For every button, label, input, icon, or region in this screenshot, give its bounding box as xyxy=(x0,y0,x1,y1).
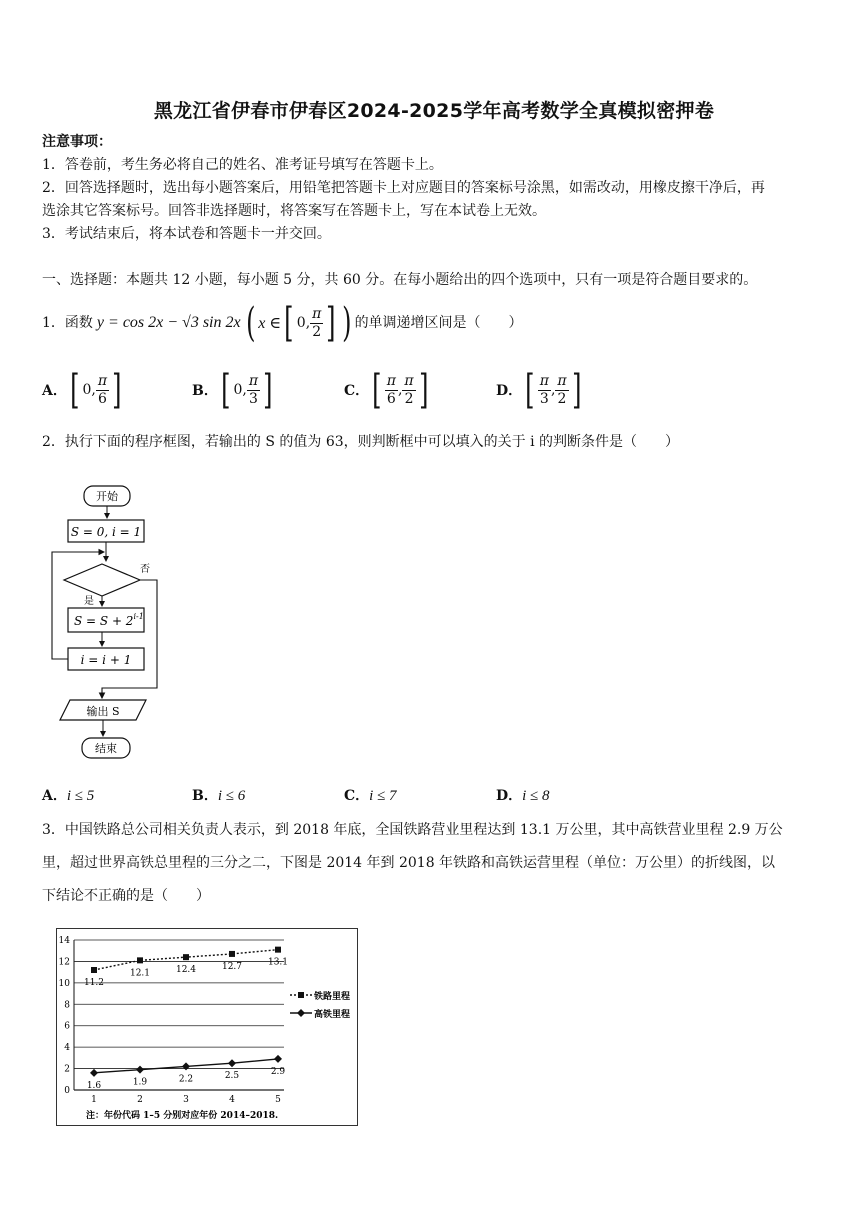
notice-item-3: 3．考试结束后，将本试卷和答题卡一并交回。 xyxy=(42,226,331,242)
data-label: 2.5 xyxy=(224,1071,240,1082)
legend-railway: 铁路里程 xyxy=(314,992,351,1002)
x-tick-label: 2 xyxy=(137,1095,143,1105)
flow-update-i-label: i = i + 1 xyxy=(80,653,132,667)
line-chart xyxy=(56,928,358,1126)
q1-option-d: D． [ $\frac{\pi}{3}$ , $\frac{\pi}{2}$ ] xyxy=(496,367,582,413)
page-title: 黑龙江省伊春市伊春区2024-2025学年高考数学全真模拟密押卷 xyxy=(153,100,715,122)
flow-start-label: 开始 xyxy=(96,490,118,503)
y-tick-label: 0 xyxy=(64,1086,70,1096)
y-tick-label: 4 xyxy=(64,1043,70,1054)
q1-formula: y = cos 2x − √3 sin 2x xyxy=(96,314,241,331)
q2-option-a: A．i ≤ 5 xyxy=(42,788,95,804)
x-tick-label: 5 xyxy=(275,1095,281,1105)
section-heading: 一、选择题：本题共 12 小题，每小题 5 分，共 60 分。在每小题给出的四个选项中，只有一项是符合题目要求的。 xyxy=(42,272,758,288)
q1-paren-right: ) xyxy=(342,300,352,346)
q1-interval-left: 0, xyxy=(296,315,311,331)
q1-interval-fraction: $\frac{\pi}{2}$ xyxy=(312,305,322,340)
flowchart xyxy=(40,478,180,768)
q1-option-b: B． [ 0, $\frac{\pi}{3}$ ] xyxy=(192,367,273,413)
flow-init-label: S = 0, i = 1 xyxy=(70,525,142,539)
notice-heading: 注意事项： xyxy=(42,134,112,150)
data-label: 13.1 xyxy=(267,957,289,968)
notice-item-2-cont: 选涂其它答案标号。回答非选择题时，将答案写在答题卡上，写在本试卷上无效。 xyxy=(42,203,546,219)
notice-item-2: 2．回答选择题时，选出每小题答案后，用铅笔把答题卡上对应题目的答案标号涂黑，如需改动，用橡皮擦干净后，再 xyxy=(42,180,765,196)
q1-domain-prefix: x ∈ xyxy=(258,315,282,332)
flow-yes-label: 是 xyxy=(84,596,94,607)
chart-frame xyxy=(57,929,358,1126)
flow-no-label: 否 xyxy=(140,564,150,575)
y-tick-label: 6 xyxy=(64,1021,70,1032)
flow-exit-arrow xyxy=(102,580,157,698)
q1-bracket-right: ] xyxy=(326,300,336,346)
data-label: 12.4 xyxy=(175,965,197,976)
question-3-line-1: 3．中国铁路总公司相关负责人表示，到 2018 年底，全国铁路营业里程达到 13.1 万公里，其中高铁营业里程 2.9 万公 xyxy=(42,822,783,838)
q1-prefix: 1．函数 xyxy=(42,315,93,331)
notice-item-1: 1．答卷前，考生务必将自己的姓名、准考证号填写在答题卡上。 xyxy=(42,157,443,173)
flow-end-label: 结束 xyxy=(95,742,117,755)
q2-option-d: D．i ≤ 8 xyxy=(496,788,550,804)
legend-highspeed: 高铁里程 xyxy=(314,1010,351,1020)
chart-note: 注：年份代码 1–5 分别对应年份 2014–2018. xyxy=(86,1111,279,1121)
question-2: 2．执行下面的程序框图，若输出的 S 的值为 63，则判断框中可以填入的关于 i 的判断条件是（ ） xyxy=(42,434,680,450)
q1-option-a: A． [ 0, $\frac{\pi}{6}$ ] xyxy=(42,367,122,413)
railway-point xyxy=(91,967,97,973)
q1-option-c: C． [ $\frac{\pi}{6}$ , $\frac{\pi}{2}$ ] xyxy=(344,367,429,413)
railway-point xyxy=(229,951,235,957)
data-label: 2.2 xyxy=(178,1074,194,1085)
question-3-line-2: 里，超过世界高铁总里程的三分之二，下图是 2014 年到 2018 年铁路和高铁运营里程（单位：万公里）的折线图，以 xyxy=(42,855,776,871)
x-tick-label: 4 xyxy=(229,1095,235,1105)
q1-suffix: 的单调递增区间是（ ） xyxy=(354,315,523,331)
flow-output-label: 输出 S xyxy=(86,705,120,718)
flow-decision xyxy=(64,564,140,596)
y-tick-label: 10 xyxy=(58,978,70,989)
q1-bracket-left: [ xyxy=(284,300,294,346)
x-tick-label: 3 xyxy=(183,1095,189,1105)
y-tick-label: 8 xyxy=(64,1000,70,1011)
flow-loop-arrow xyxy=(52,552,104,659)
y-tick-label: 12 xyxy=(58,957,70,968)
question-1 xyxy=(42,298,523,348)
data-label: 12.1 xyxy=(129,968,151,979)
y-tick-label: 2 xyxy=(64,1064,70,1075)
railway-point xyxy=(183,954,189,960)
data-label: 2.9 xyxy=(270,1066,286,1077)
question-3-line-3: 下结论不正确的是（ ） xyxy=(42,888,210,904)
q1-paren-left: ( xyxy=(245,300,256,346)
q2-option-b: B．i ≤ 6 xyxy=(192,788,246,804)
data-label: 1.6 xyxy=(86,1080,102,1091)
railway-point xyxy=(275,947,281,953)
x-tick-label: 1 xyxy=(91,1095,97,1105)
data-label: 1.9 xyxy=(132,1077,148,1088)
flow-update-s-label: $S = S + 2^{i-1}$ xyxy=(74,612,144,628)
data-label: 12.7 xyxy=(221,961,243,972)
q2-option-c: C．i ≤ 7 xyxy=(344,788,397,804)
data-label: 11.2 xyxy=(83,978,105,988)
y-tick-label: 14 xyxy=(58,936,70,946)
railway-point xyxy=(137,957,143,963)
